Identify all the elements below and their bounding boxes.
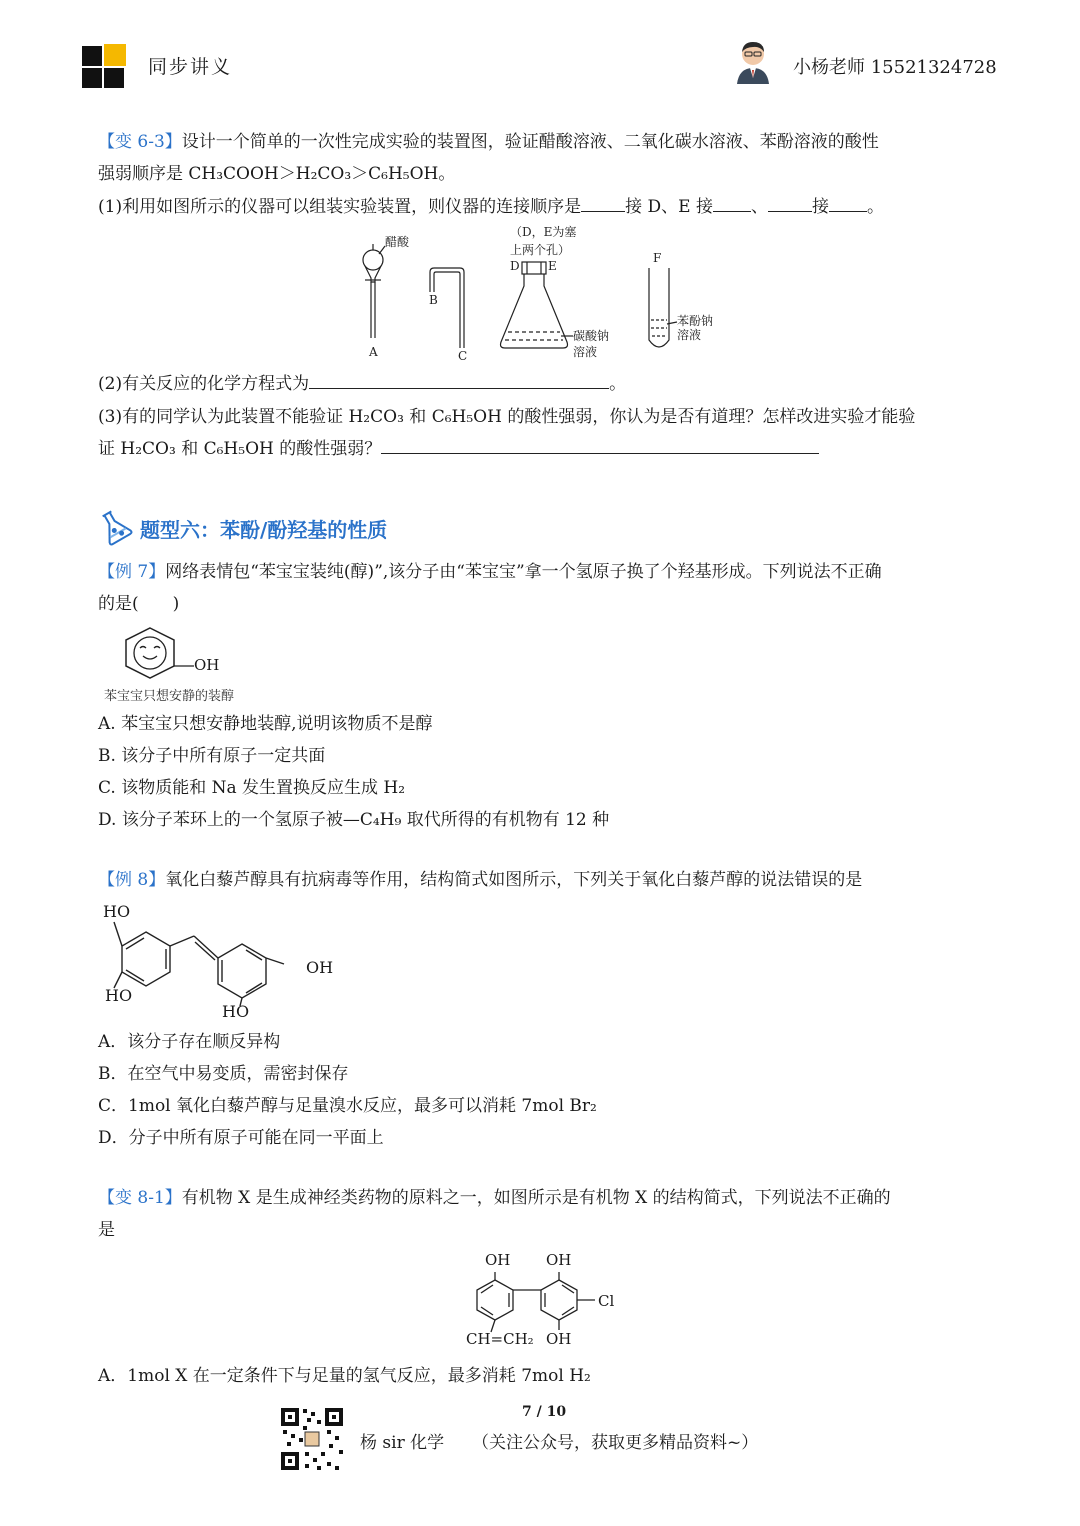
label-carbonate2: 溶液 — [573, 345, 598, 359]
q81-line1 — [98, 1186, 891, 1210]
q63-text2: 强弱顺序是 CH₃COOH＞H₂CO₃＞C₆H₅OH。 — [98, 164, 456, 184]
brand-title: 同步讲义 — [148, 56, 233, 78]
ex8-label-oh-right: OH — [306, 958, 334, 977]
q81-label-oh3: OH — [546, 1330, 572, 1348]
q81-text1: 有机物 X 是生成神经类药物的原料之一，如图所示是有机物 X 的结构简式，下列说法不正确的 — [181, 1188, 891, 1208]
q63-line1 — [98, 130, 879, 154]
answer-blank-3[interactable] — [768, 195, 812, 212]
footer-note: （关注公众号，获取更多精品资料~） — [472, 1433, 759, 1453]
label-e: E — [548, 259, 557, 273]
qr-code-icon[interactable] — [279, 1406, 345, 1472]
ex8-text1: 氧化白藜芦醇具有抗病毒等作用，结构简式如图所示，下列关于氧化白藜芦醇的说法错误的是 — [165, 870, 863, 890]
q81-option-a[interactable]: A．1mol X 在一定条件下与足量的氢气反应，最多消耗 7mol H₂ — [98, 1366, 591, 1386]
label-de-note1: （D，E为塞 — [510, 225, 577, 239]
q63-part3b — [98, 437, 819, 461]
answer-blank-6[interactable] — [381, 437, 819, 454]
ex8-option-d[interactable]: D．分子中所有原子可能在同一平面上 — [98, 1128, 384, 1148]
q63-part1-end: 。 — [866, 197, 884, 217]
label-d: D — [510, 259, 520, 273]
q81-text2: 是 — [98, 1220, 115, 1240]
ex8-label-ho-top: HO — [103, 902, 131, 921]
ex7-text1: 网络表情包“苯宝宝装纯(醇)”,该分子由“苯宝宝”拿一个氢原子换了个羟基形成。下列说法不正确 — [165, 562, 882, 582]
answer-blank-4[interactable] — [829, 195, 867, 212]
label-vinegar: 醋酸 — [385, 235, 410, 249]
ex7-tag: 【例 7】 — [98, 562, 166, 582]
ex8-option-a[interactable]: A．该分子存在顺反异构 — [98, 1032, 281, 1052]
q63-part2-end: 。 — [609, 374, 627, 394]
q63-part1-connector2: 接 — [811, 197, 829, 217]
ex7-option-d[interactable]: D. 该分子苯环上的一个氢原子被—C₄H₉ 取代所得的有机物有 12 种 — [98, 810, 610, 830]
ex7-text2: 的是( ) — [98, 594, 180, 614]
answer-blank-5[interactable] — [309, 372, 609, 389]
q63-tag: 【变 6-3】 — [98, 132, 182, 152]
label-c: C — [458, 349, 468, 363]
footer-account: 杨 sir 化学 — [360, 1433, 445, 1453]
ex8-line1 — [98, 868, 862, 892]
label-f: F — [653, 251, 662, 265]
label-a: A — [369, 345, 378, 359]
ex7-oh-label: OH — [194, 656, 220, 674]
label-phenoxide1: 苯酚钠 — [677, 314, 714, 328]
bent-tube-icon — [430, 268, 464, 348]
section-title: 题型六：苯酚/酚羟基的性质 — [140, 518, 388, 542]
ex7-option-a[interactable]: A. 苯宝宝只想安静地装醇,说明该物质不是醇 — [98, 714, 433, 734]
benzene-emoji-image — [120, 624, 230, 684]
q63-text1: 设计一个简单的一次性完成实验的装置图，验证醋酸溶液、二氧化碳水溶液、苯酚溶液的酸性 — [181, 132, 879, 152]
q81-label-oh1: OH — [485, 1251, 511, 1269]
ex7-caption: 苯宝宝只想安静的装醇 — [104, 689, 235, 704]
q63-part2 — [98, 372, 626, 396]
ex7-option-c[interactable]: C. 该物质能和 Na 发生置换反应生成 H₂ — [98, 778, 406, 798]
teacher-contact: 小杨老师 15521324728 — [793, 57, 997, 78]
q63-part3a: (3)有的同学认为此装置不能验证 H₂CO₃ 和 C₆H₅OH 的酸性强弱，你认为是否有道理？怎样改进实验才能验 — [98, 407, 916, 427]
q63-part1-sep: 、 — [750, 197, 768, 217]
conical-flask-icon — [501, 262, 574, 348]
separatory-funnel-icon — [363, 244, 385, 338]
ex7-option-b[interactable]: B. 该分子中所有原子一定共面 — [98, 746, 326, 766]
q63-part1 — [98, 195, 884, 219]
q81-label-oh2: OH — [546, 1251, 572, 1269]
answer-blank-1[interactable] — [581, 195, 625, 212]
ex7-line1 — [98, 560, 882, 584]
ex8-label-ho-mid: HO — [222, 1002, 250, 1021]
ex8-option-c[interactable]: C．1mol 氧化白藜芦醇与足量溴水反应，最多可以消耗 7mol Br₂ — [98, 1096, 597, 1116]
ex8-option-b[interactable]: B．在空气中易变质，需密封保存 — [98, 1064, 349, 1084]
ex8-tag: 【例 8】 — [98, 870, 166, 890]
label-carbonate1: 碳酸钠 — [573, 329, 610, 343]
q63-part2-text: (2)有关反应的化学方程式为 — [98, 374, 310, 394]
test-tube-icon — [649, 268, 677, 347]
page-number: 7 / 10 — [522, 1404, 567, 1420]
q63-part1-connector: 接 D、E 接 — [625, 197, 713, 217]
label-phenoxide2: 溶液 — [677, 328, 702, 342]
q81-label-cl: Cl — [598, 1292, 615, 1310]
label-b: B — [429, 293, 438, 307]
q63-part3b-text: 证 H₂CO₃ 和 C₆H₅OH 的酸性强弱？ — [98, 439, 382, 459]
label-de-note2: 上两个孔） — [510, 243, 571, 257]
q81-tag: 【变 8-1】 — [98, 1188, 182, 1208]
flask-section-icon — [94, 506, 134, 546]
teacher-avatar — [733, 40, 773, 84]
apparatus-figure — [355, 222, 735, 367]
brand-logo-icon — [80, 42, 136, 90]
ex8-label-ho-bottom: HO — [105, 986, 133, 1005]
answer-blank-2[interactable] — [713, 195, 751, 212]
q63-part1-text: (1)利用如图所示的仪器可以组装实验装置，则仪器的连接顺序是 — [98, 197, 582, 217]
q81-label-vinyl: CH=CH₂ — [466, 1330, 534, 1348]
